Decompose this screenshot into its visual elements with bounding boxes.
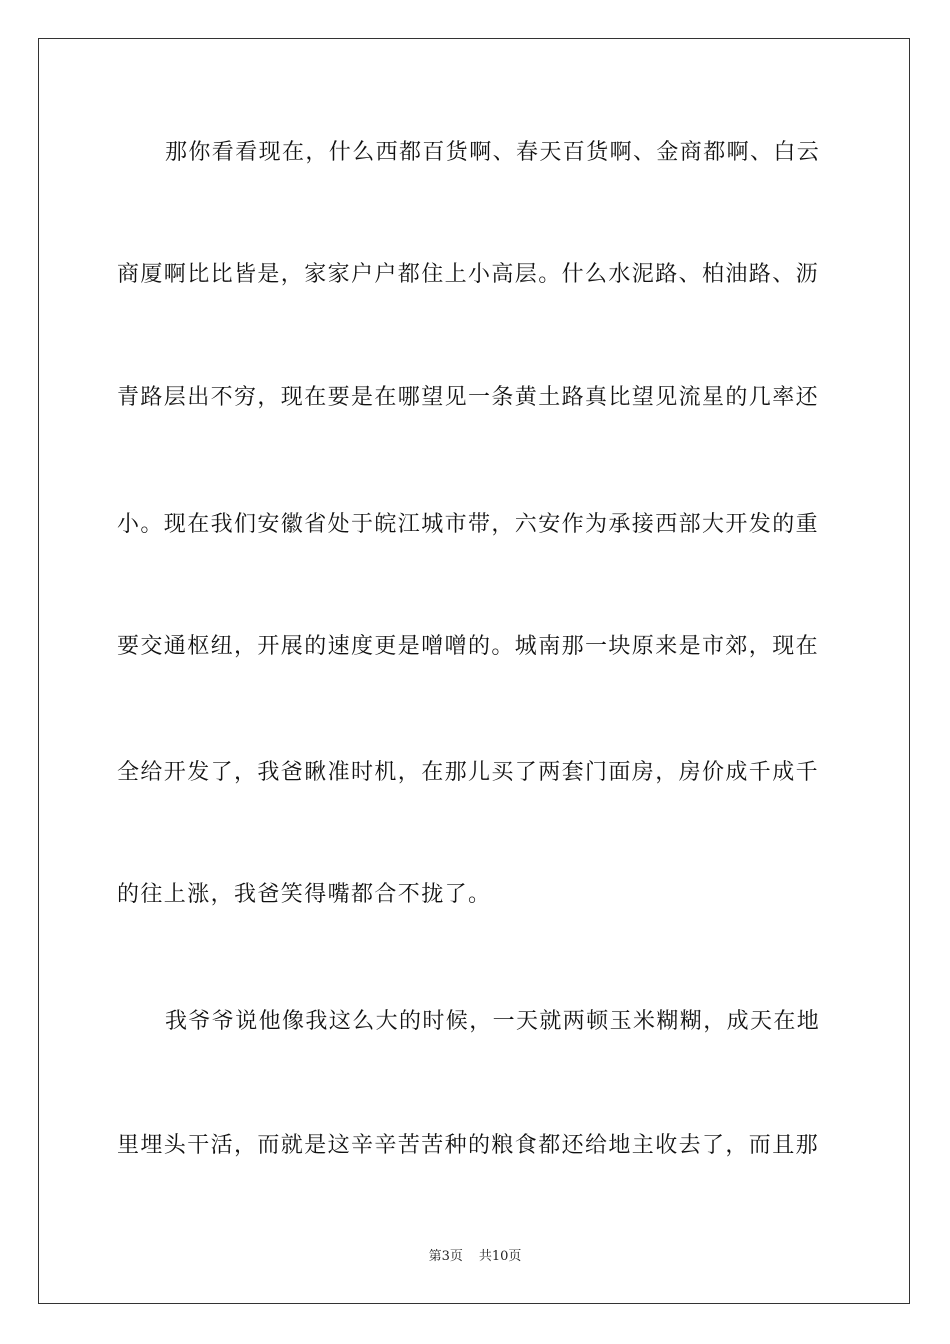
paragraph-2-line-1: 我爷爷说他像我这么大的时候，一天就两顿玉米糊糊，成天在地 bbox=[165, 1009, 821, 1034]
paragraph-1-line-4: 小。现在我们安徽省处于皖江城市带，六安作为承接西部大开发的重 bbox=[117, 512, 820, 537]
paragraph-1-line-3: 青路层出不穷，现在要是在哪望见一条黄土路真比望见流星的几率还 bbox=[117, 385, 820, 410]
page-footer bbox=[0, 1248, 950, 1266]
paragraph-1-line-7: 的往上涨，我爸笑得嘴都合不拢了。 bbox=[117, 882, 492, 907]
page-number: 第3页 bbox=[428, 1249, 463, 1264]
paragraph-1-line-5: 要交通枢纽，开展的速度更是噌噌的。城南那一块原来是市郊，现在 bbox=[117, 634, 820, 659]
paragraph-1-line-2: 商厦啊比比皆是，家家户户都住上小高层。什么水泥路、柏油路、沥 bbox=[117, 262, 820, 287]
paragraph-1-line-1: 那你看看现在，什么西都百货啊、春天百货啊、金商都啊、白云 bbox=[165, 140, 821, 165]
paragraph-2-line-2: 里埋头干活，而就是这辛辛苦苦种的粮食都还给地主收去了，而且那 bbox=[117, 1133, 820, 1158]
page-total: 共10页 bbox=[478, 1249, 522, 1264]
page-border bbox=[38, 38, 910, 1304]
paragraph-1-line-6: 全给开发了，我爸瞅准时机，在那儿买了两套门面房，房价成千成千 bbox=[117, 760, 820, 785]
